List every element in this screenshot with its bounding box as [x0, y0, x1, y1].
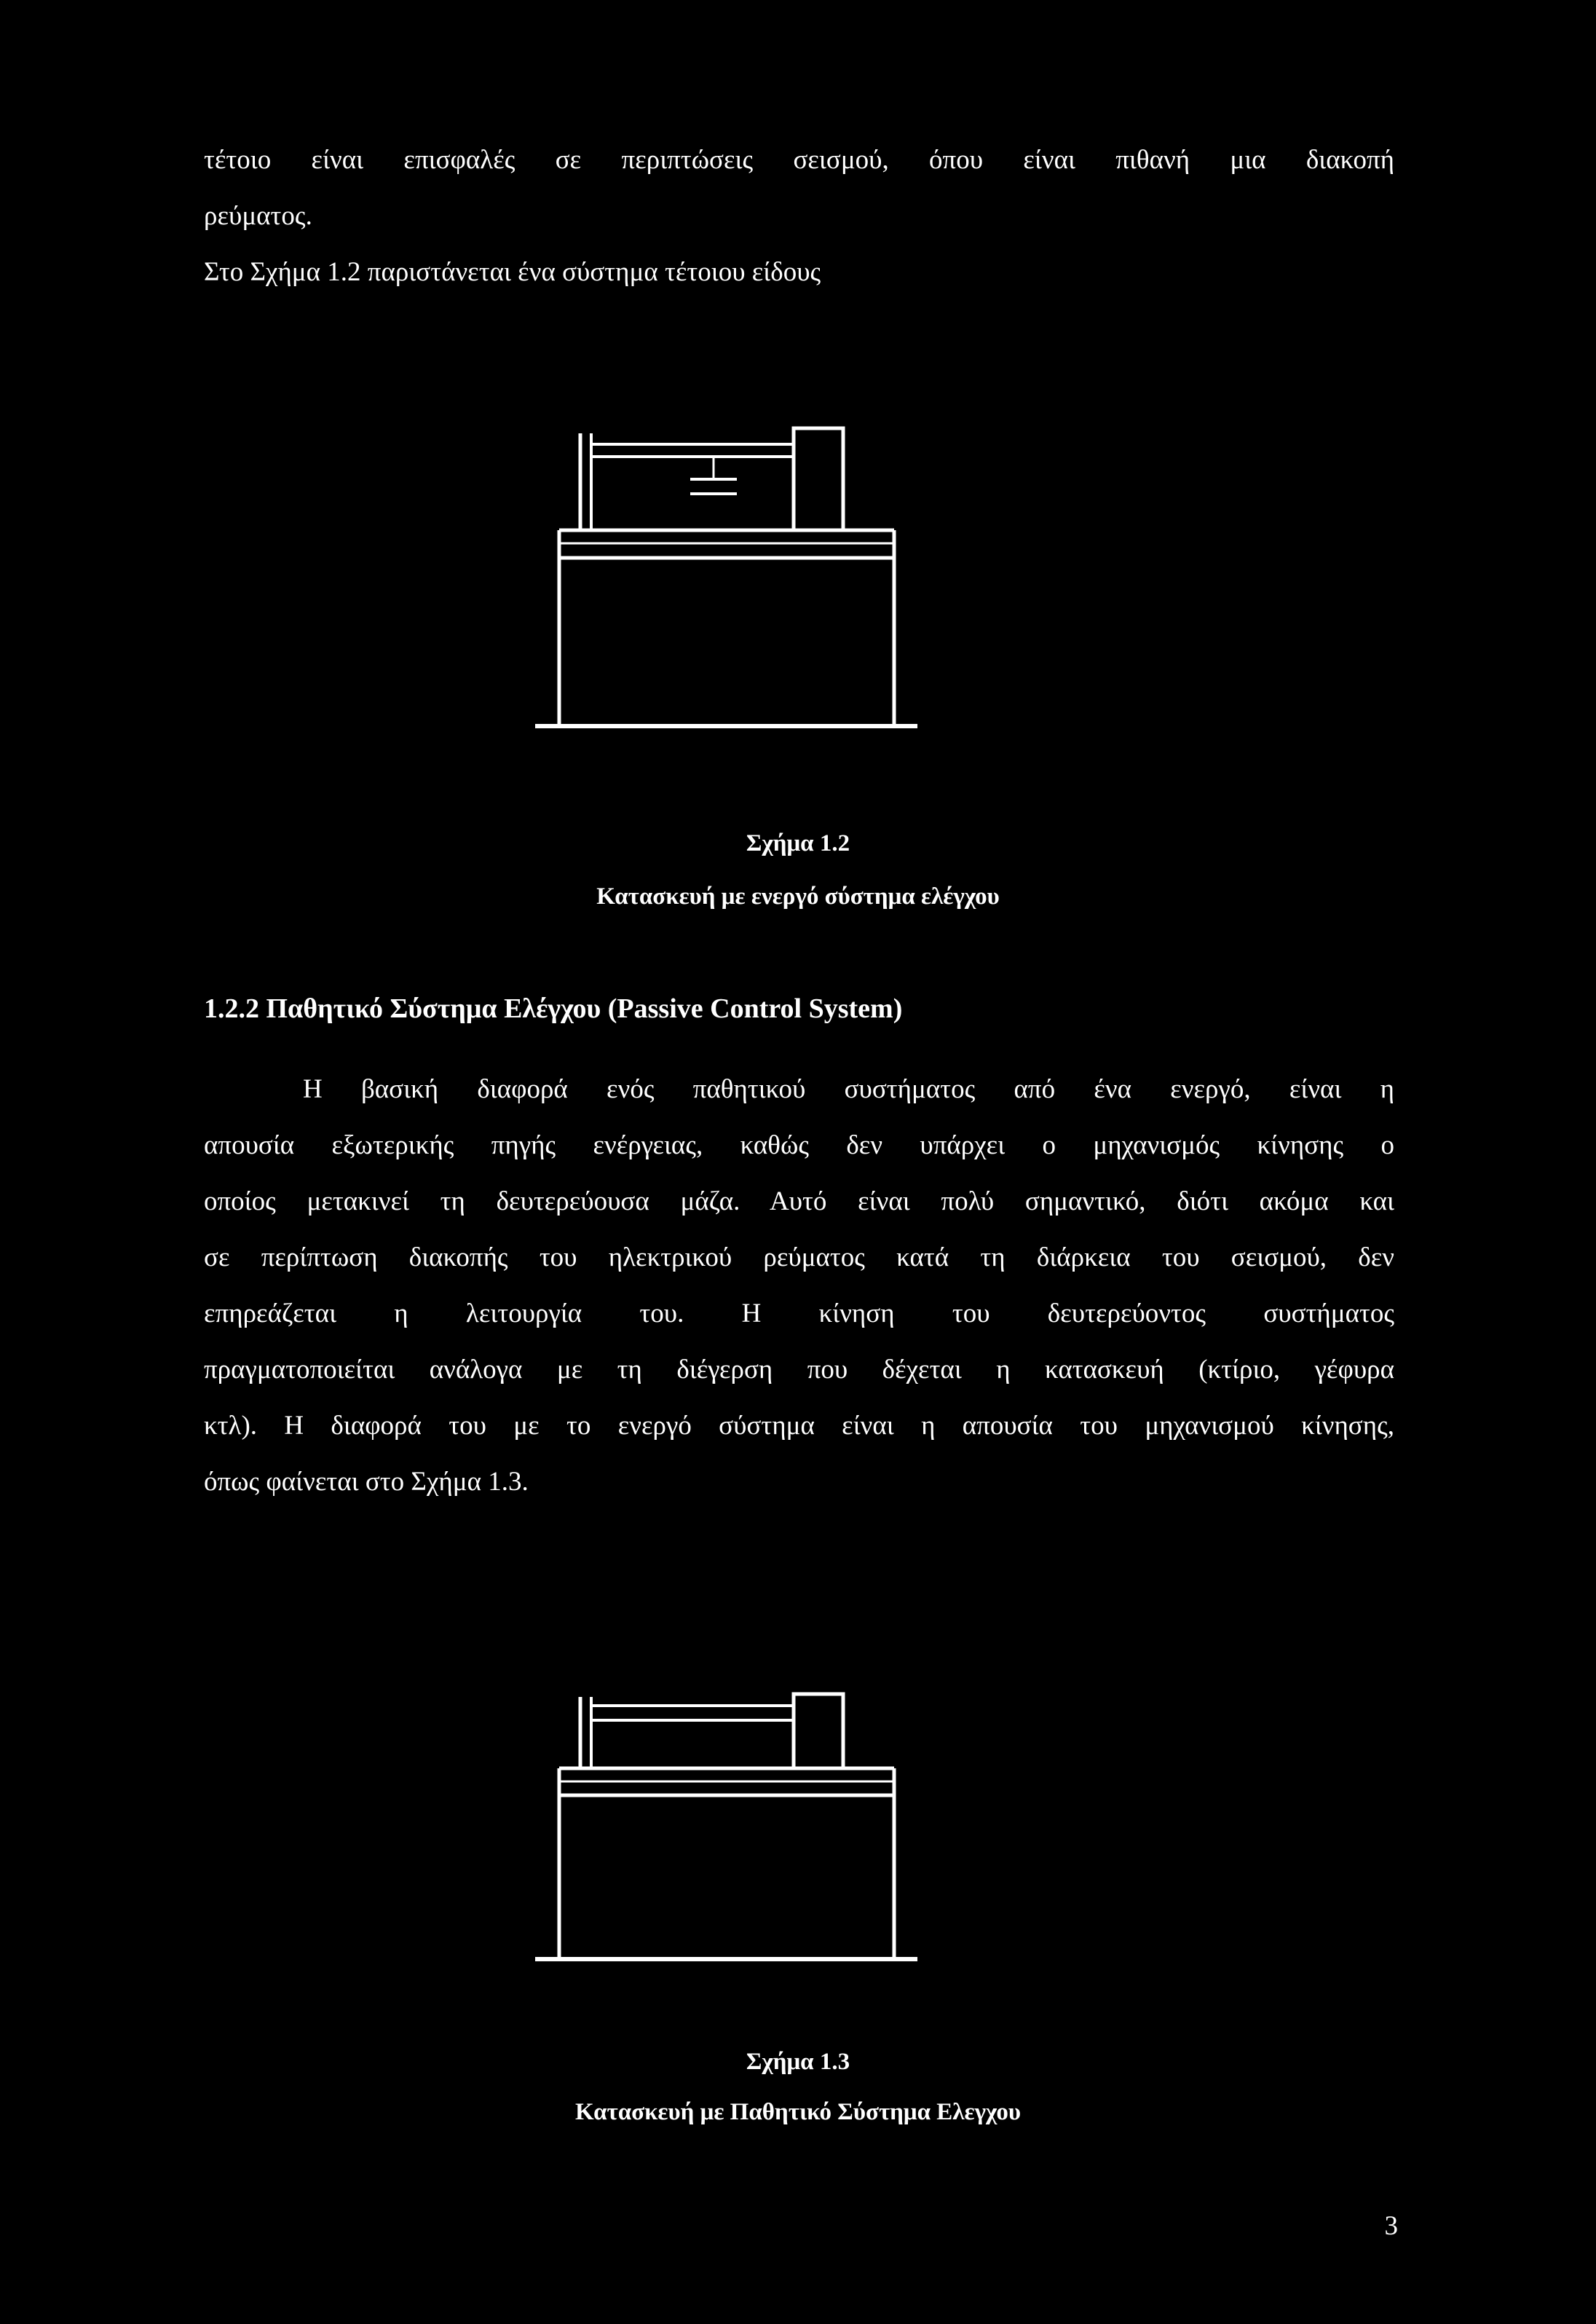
- figure-1-3-label: Σχήμα 1.3: [746, 2049, 850, 2075]
- paragraph-line-6: πραγματοποιείται ανάλογα με τη διέγερση που δέχεται η κατασκευή (κτίριο, γέφυρα: [204, 1355, 1394, 1384]
- figure-1-3-caption: Κατασκευή με Παθητικό Σύστημα Ελεγχου: [575, 2099, 1021, 2125]
- paragraph-line-2: απουσία εξωτερικής πηγής ενέργειας, καθώς δεν υπάρχει ο μηχανισμός κίνησης ο: [204, 1130, 1394, 1160]
- paragraph-line-3: οποίος μετακινεί τη δευτερεύουσα μάζα. Αυτό είναι πολύ σημαντικό, διότι ακόμα και: [204, 1186, 1394, 1216]
- figure-1-2-active-control-diagram: [0, 408, 1596, 743]
- paragraph-line-8: όπως φαίνεται στο Σχήμα 1.3.: [204, 1467, 529, 1497]
- paragraph-line-4: σε περίπτωση διακοπής του ηλεκτρικού ρεύματος κατά τη διάρκεια του σεισμού, δεν: [204, 1242, 1394, 1272]
- figure-1-2-label: Σχήμα 1.2: [746, 830, 850, 856]
- page-number: 3: [1384, 2211, 1398, 2241]
- figure-1-3-passive-control-diagram: [0, 1675, 1596, 1981]
- section-heading: 1.2.2 Παθητικό Σύστημα Ελέγχου (Passive Control System): [204, 993, 903, 1024]
- paragraph-line-7: κτλ). Η διαφορά του με το ενεργό σύστημα είναι η απουσία του μηχανισμού κίνησης,: [204, 1411, 1394, 1441]
- intro-line-1: τέτοιο είναι επισφαλές σε περιπτώσεις σεισμού, όπου είναι πιθανή μια διακοπή: [204, 145, 1394, 175]
- paragraph-line-1: Η βασική διαφορά ενός παθητικού συστήματος από ένα ενεργό, είναι η: [303, 1074, 1394, 1104]
- intro-line-2: ρεύματος.: [204, 201, 312, 231]
- paragraph-line-5: επηρεάζεται η λειτουργία του. Η κίνηση του δευτερεύοντος συστήματος: [204, 1299, 1394, 1328]
- intro-line-3: Στο Σχήμα 1.2 παριστάνεται ένα σύστημα τέτοιου είδους: [204, 257, 821, 287]
- figure-1-2-caption: Κατασκευή με ενεργό σύστημα ελέγχου: [596, 883, 1000, 910]
